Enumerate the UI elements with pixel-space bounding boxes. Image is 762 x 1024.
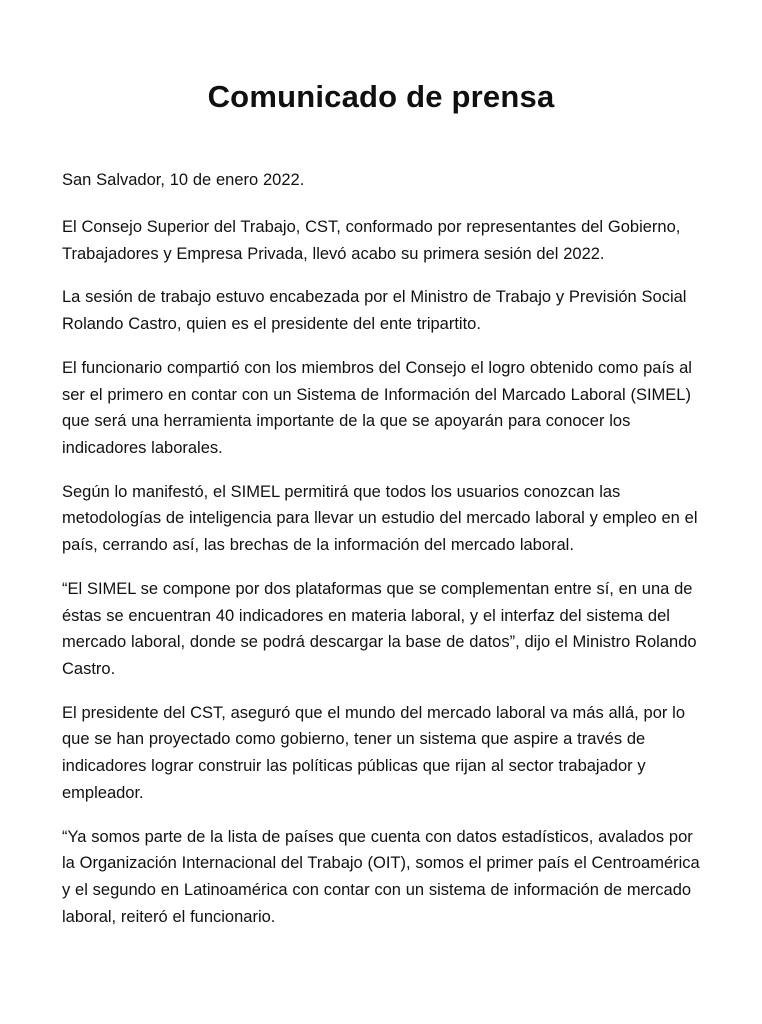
- paragraph-5: “El SIMEL se compone por dos plataformas que se complementan entre sí, en una de éstas se encuentran 40 indicadores en materia laboral, y el interfaz del sistema del mercado laboral, donde se podrá descargar la base de datos”, dijo el Ministro Rolando Castro.: [62, 579, 697, 678]
- paragraph-2: La sesión de trabajo estuvo encabezada por el Ministro de Trabajo y Previsión Social Rolando Castro, quien es el presidente del ente tripartito.: [62, 288, 687, 334]
- paragraph-6: El presidente del CST, aseguró que el mundo del mercado laboral va más allá, por lo que se han proyectado como gobierno, tener un sistema que aspire a través de indicadores lograr construir las políticas públicas que rijan al sector trabajador y empleador.: [62, 703, 686, 802]
- paragraph-3: El funcionario compartió con los miembros del Consejo el logro obtenido como país al ser el primero en contar con un Sistema de Información del Marcado Laboral (SIMEL) que será una herramienta importante de la que se apoyarán para conocer los indicadores laborales.: [62, 358, 692, 457]
- paragraph-4: Según lo manifestó, el SIMEL permitirá que todos los usuarios conozcan las metodologías de inteligencia para llevar un estudio del mercado laboral y empleo en el país, cerrando así, las brechas de la información del mercado laboral.: [62, 482, 698, 555]
- document-body: [62, 167, 700, 930]
- paragraph-dateline: San Salvador, 10 de enero 2022.: [62, 171, 305, 190]
- page-title: Comunicado de prensa: [207, 79, 555, 114]
- paragraph-1: El Consejo Superior del Trabajo, CST, conformado por representantes del Gobierno, Trabajadores y Empresa Privada, llevó acabo su primera sesión del 2022.: [62, 217, 681, 263]
- paragraph-7: “Ya somos parte de la lista de países que cuenta con datos estadísticos, avalados por la Organización Internacional del Trabajo (OIT), somos el primer país el Centroamérica y el segundo en Latinoamérica con contar con un sistema de información de mercado laboral, reiteró el funcionario.: [62, 827, 700, 926]
